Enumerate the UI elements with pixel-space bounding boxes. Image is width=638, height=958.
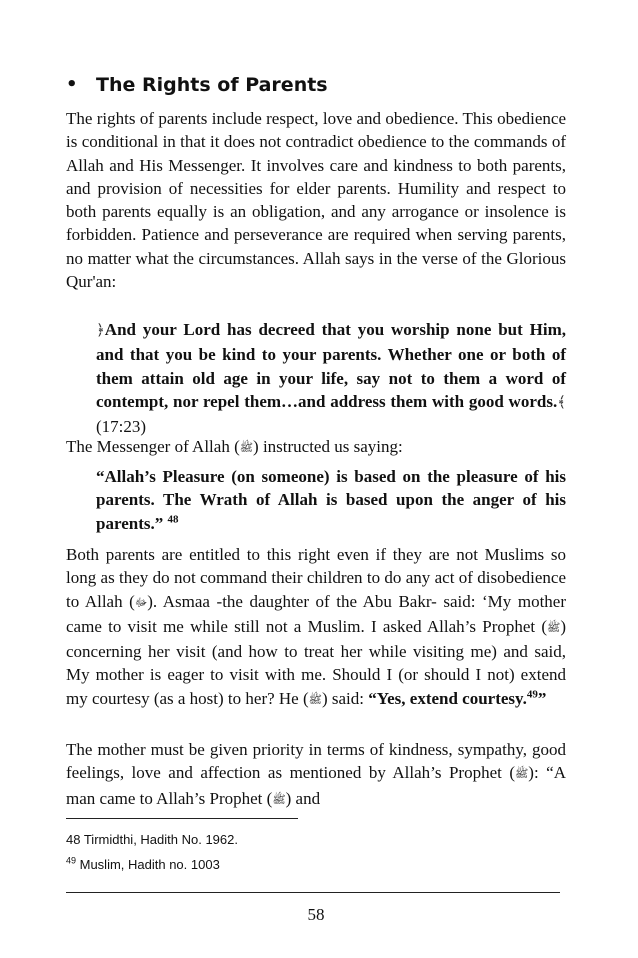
pbuh-symbol: ﷺ (308, 693, 322, 706)
paragraph-asmaa (66, 543, 566, 712)
para3-text-1: Both parents are entitled to this right even if they are not Muslims so long as they do not command their children to do any act of disobedience to Allah ( (66, 545, 566, 611)
messenger-line (66, 435, 566, 460)
footnote-divider (66, 818, 298, 819)
hadith-text: “Allah’s Pleasure (on someone) is based on the pleasure of his parents. The Wrath of Allah is based upon the anger of his parents.” (96, 467, 566, 533)
para3-text-4: ) said: (321, 688, 369, 708)
para3-text-3: ) concerning her visit (and how to treat her while visiting me) and said, My mother is eager to visit with me. Should I (or should I not) extend my courtesy (as a host) to her? He ( (66, 616, 566, 708)
quote-text: And your Lord has decreed that you worship none but Him, and that you be kind to your parents. Whether one or both of them attain old age in your life, say not to them a word of contempt, nor repel them…and address them with good words. (96, 320, 566, 411)
footnote-text: Tirmidthi, Hadith No. 1962. (80, 832, 238, 847)
footnote-49 (66, 857, 220, 872)
footnote-number: 49 (66, 855, 77, 866)
footnote-number: 48 (66, 832, 81, 847)
footnote-ref-48: 48 (167, 512, 179, 525)
pbuh-symbol: ﷺ (547, 621, 561, 634)
footnote-48 (66, 832, 238, 847)
page-footer-divider (66, 892, 560, 893)
pbuh-symbol: ﷺ (515, 768, 529, 781)
messenger-text-before: The Messenger of Allah ( (66, 437, 240, 456)
messenger-text-after: ) instructed us saying: (253, 437, 403, 456)
quote-open-bracket: ﴿ (96, 323, 105, 339)
para4-text-1: The mother must be given priority in terms of kindness, sympathy, good feelings, love and affection as mentioned by Allah’s Prophet ( (66, 740, 566, 783)
pbuh-symbol: ﷺ (272, 793, 286, 806)
footnote-ref-49: 49 (526, 688, 538, 701)
pbuh-symbol: ﷺ (239, 442, 254, 454)
para4-text-2: ): “A man came to Allah’s Prophet ( (66, 763, 566, 808)
heading-text: The Rights of Parents (96, 74, 328, 96)
closing-quote: ” (537, 688, 547, 708)
quote-reference: (17:23) (96, 417, 147, 437)
page-number: 58 (307, 905, 325, 924)
para3-text-2: ). Asmaa -the daughter of the Abu Bakr- said: ‘My mother came to visit me while still not a Muslim. I asked Allah’s Prophet ( (66, 591, 567, 636)
para4-text-3: ) and (285, 788, 321, 808)
hadith-response: “Yes, extend courtesy. (368, 688, 527, 708)
section-heading (66, 72, 566, 102)
paragraph-rights: The rights of parents include respect, love and obedience. This obedience is conditional in that it does not contradict obedience to the commands of Allah and His Messenger. It involves care and kindness to both parents, and provision of necessities for elder parents. Humility and respect to both parents equally is an obligation, and any arrogance or insolence is forbidden. Patience and perseverance are required when serving parents, no matter what the circumstances. Allah says in the verse of the Glorious Qur'an: (66, 109, 566, 292)
hadith-quote (96, 465, 566, 535)
swt-symbol: ﷻ (134, 596, 148, 609)
footnote-text: Muslim, Hadith no. 1003 (76, 857, 220, 872)
quote-close-bracket: ﴾ (557, 394, 566, 411)
paragraph-mother (66, 738, 566, 812)
heading-bullet: • (66, 74, 78, 95)
quran-quote (96, 318, 566, 438)
